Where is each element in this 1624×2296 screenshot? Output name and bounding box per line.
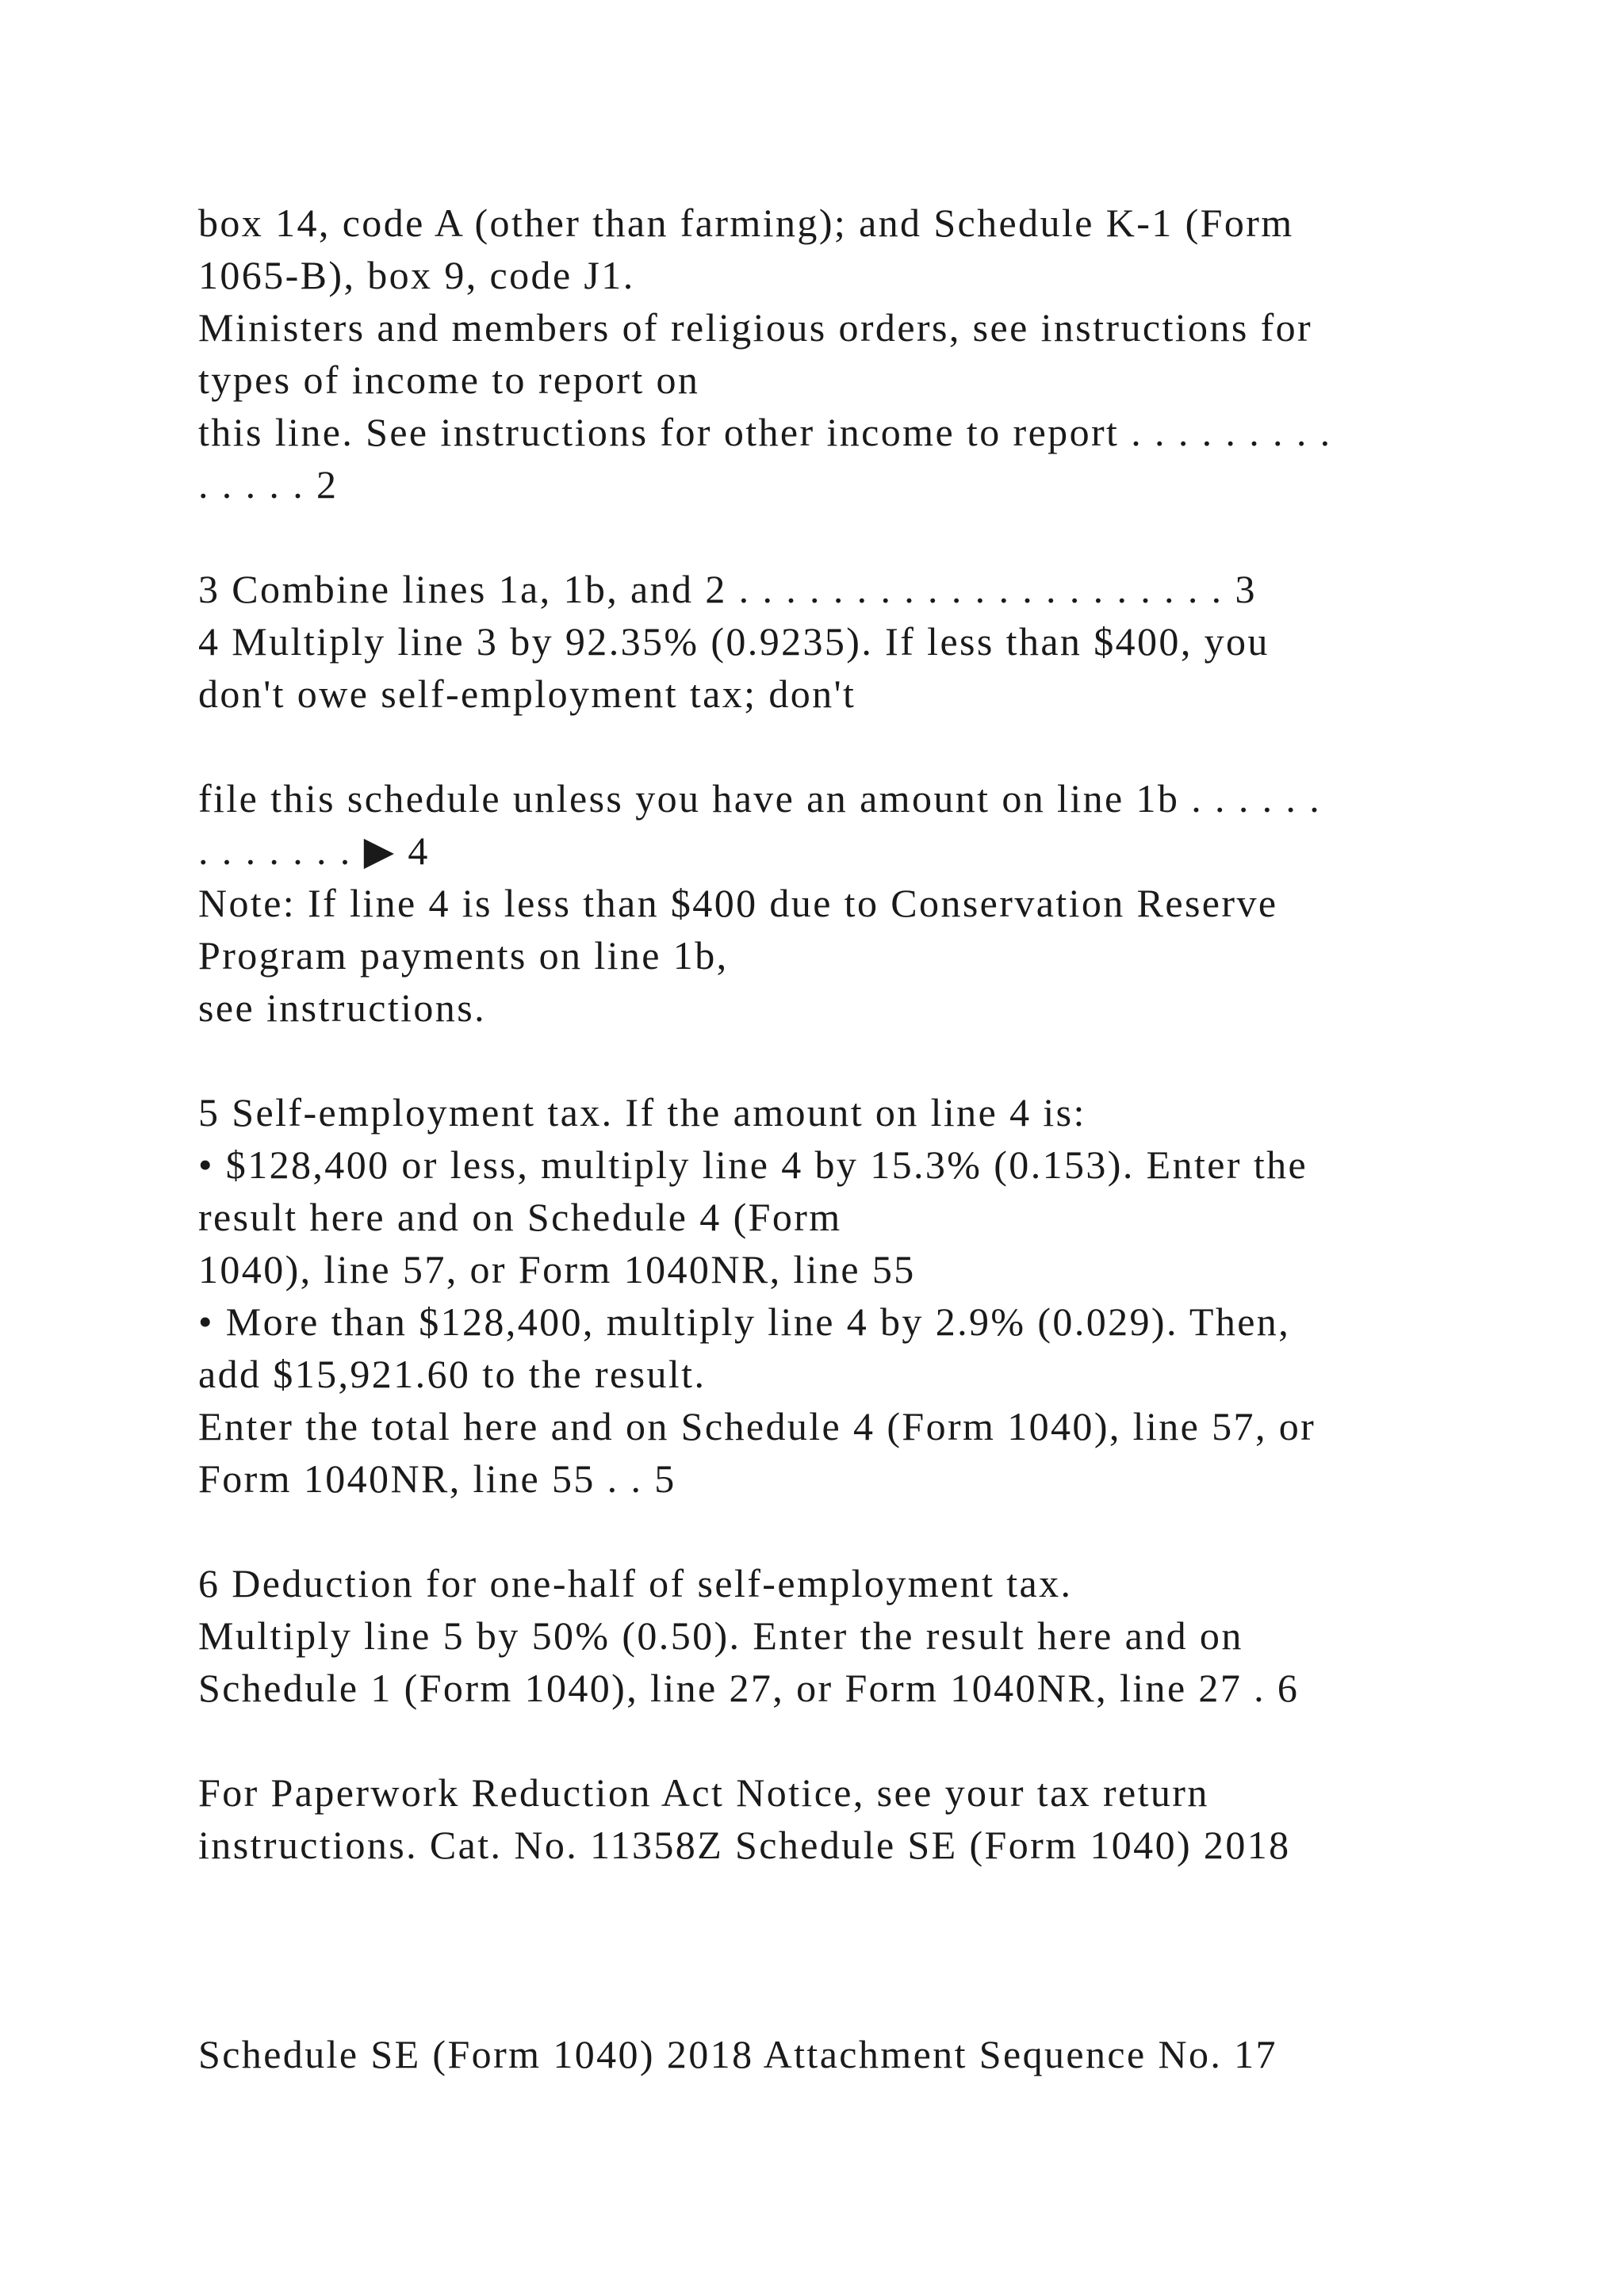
text-line: file this schedule unless you have an amount on line 1b . . . . . . <box>198 776 1322 821</box>
text-line: • More than $128,400, multiply line 4 by 2.9% (0.029). Then, <box>198 1299 1291 1344</box>
text-line: Note: If line 4 is less than $400 due to Conservation Reserve <box>198 881 1278 925</box>
text-line: types of income to report on <box>198 358 700 402</box>
text-line: . . . . . 2 <box>198 462 339 507</box>
text-line: box 14, code A (other than farming); and Schedule K-1 (Form <box>198 201 1294 245</box>
text-line: Form 1040NR, line 55 . . 5 <box>198 1456 676 1501</box>
text-line: add $15,921.60 to the result. <box>198 1352 707 1396</box>
text-line: Schedule 1 (Form 1040), line 27, or Form 1040NR, line 27 . 6 <box>198 1666 1300 1710</box>
text-line: 5 Self-employment tax. If the amount on line 4 is: <box>198 1090 1086 1135</box>
text-line: don't owe self-employment tax; don't <box>198 672 856 716</box>
text-line: For Paperwork Reduction Act Notice, see your tax return <box>198 1770 1209 1815</box>
text-line: Program payments on line 1b, <box>198 933 729 978</box>
text-line: . . . . . . . ▶ 4 <box>198 828 430 873</box>
text-line: Ministers and members of religious orders, see instructions for <box>198 305 1313 350</box>
text-line: result here and on Schedule 4 (Form <box>198 1195 842 1239</box>
text-line: 4 Multiply line 3 by 92.35% (0.9235). If less than $400, you <box>198 619 1270 664</box>
text-line: Enter the total here and on Schedule 4 (Form 1040), line 57, or <box>198 1404 1316 1448</box>
text-line: instructions. Cat. No. 11358Z Schedule SE (Form 1040) 2018 <box>198 1823 1291 1867</box>
text-line: Multiply line 5 by 50% (0.50). Enter the result here and on <box>198 1613 1243 1658</box>
text-line: 1065-B), box 9, code J1. <box>198 253 635 297</box>
text-line: Schedule SE (Form 1040) 2018 Attachment Sequence No. 17 <box>198 2032 1277 2076</box>
text-line: 3 Combine lines 1a, 1b, and 2 . . . . . . . . . . . . . . . . . . . . . 3 <box>198 567 1257 611</box>
text-line: 6 Deduction for one-half of self-employment tax. <box>198 1561 1073 1605</box>
text-line: 1040), line 57, or Form 1040NR, line 55 <box>198 1247 916 1292</box>
text-line: • $128,400 or less, multiply line 4 by 15.3% (0.153). Enter the <box>198 1142 1308 1187</box>
text-line: see instructions. <box>198 985 486 1030</box>
text-line: this line. See instructions for other income to report . . . . . . . . . <box>198 410 1332 454</box>
